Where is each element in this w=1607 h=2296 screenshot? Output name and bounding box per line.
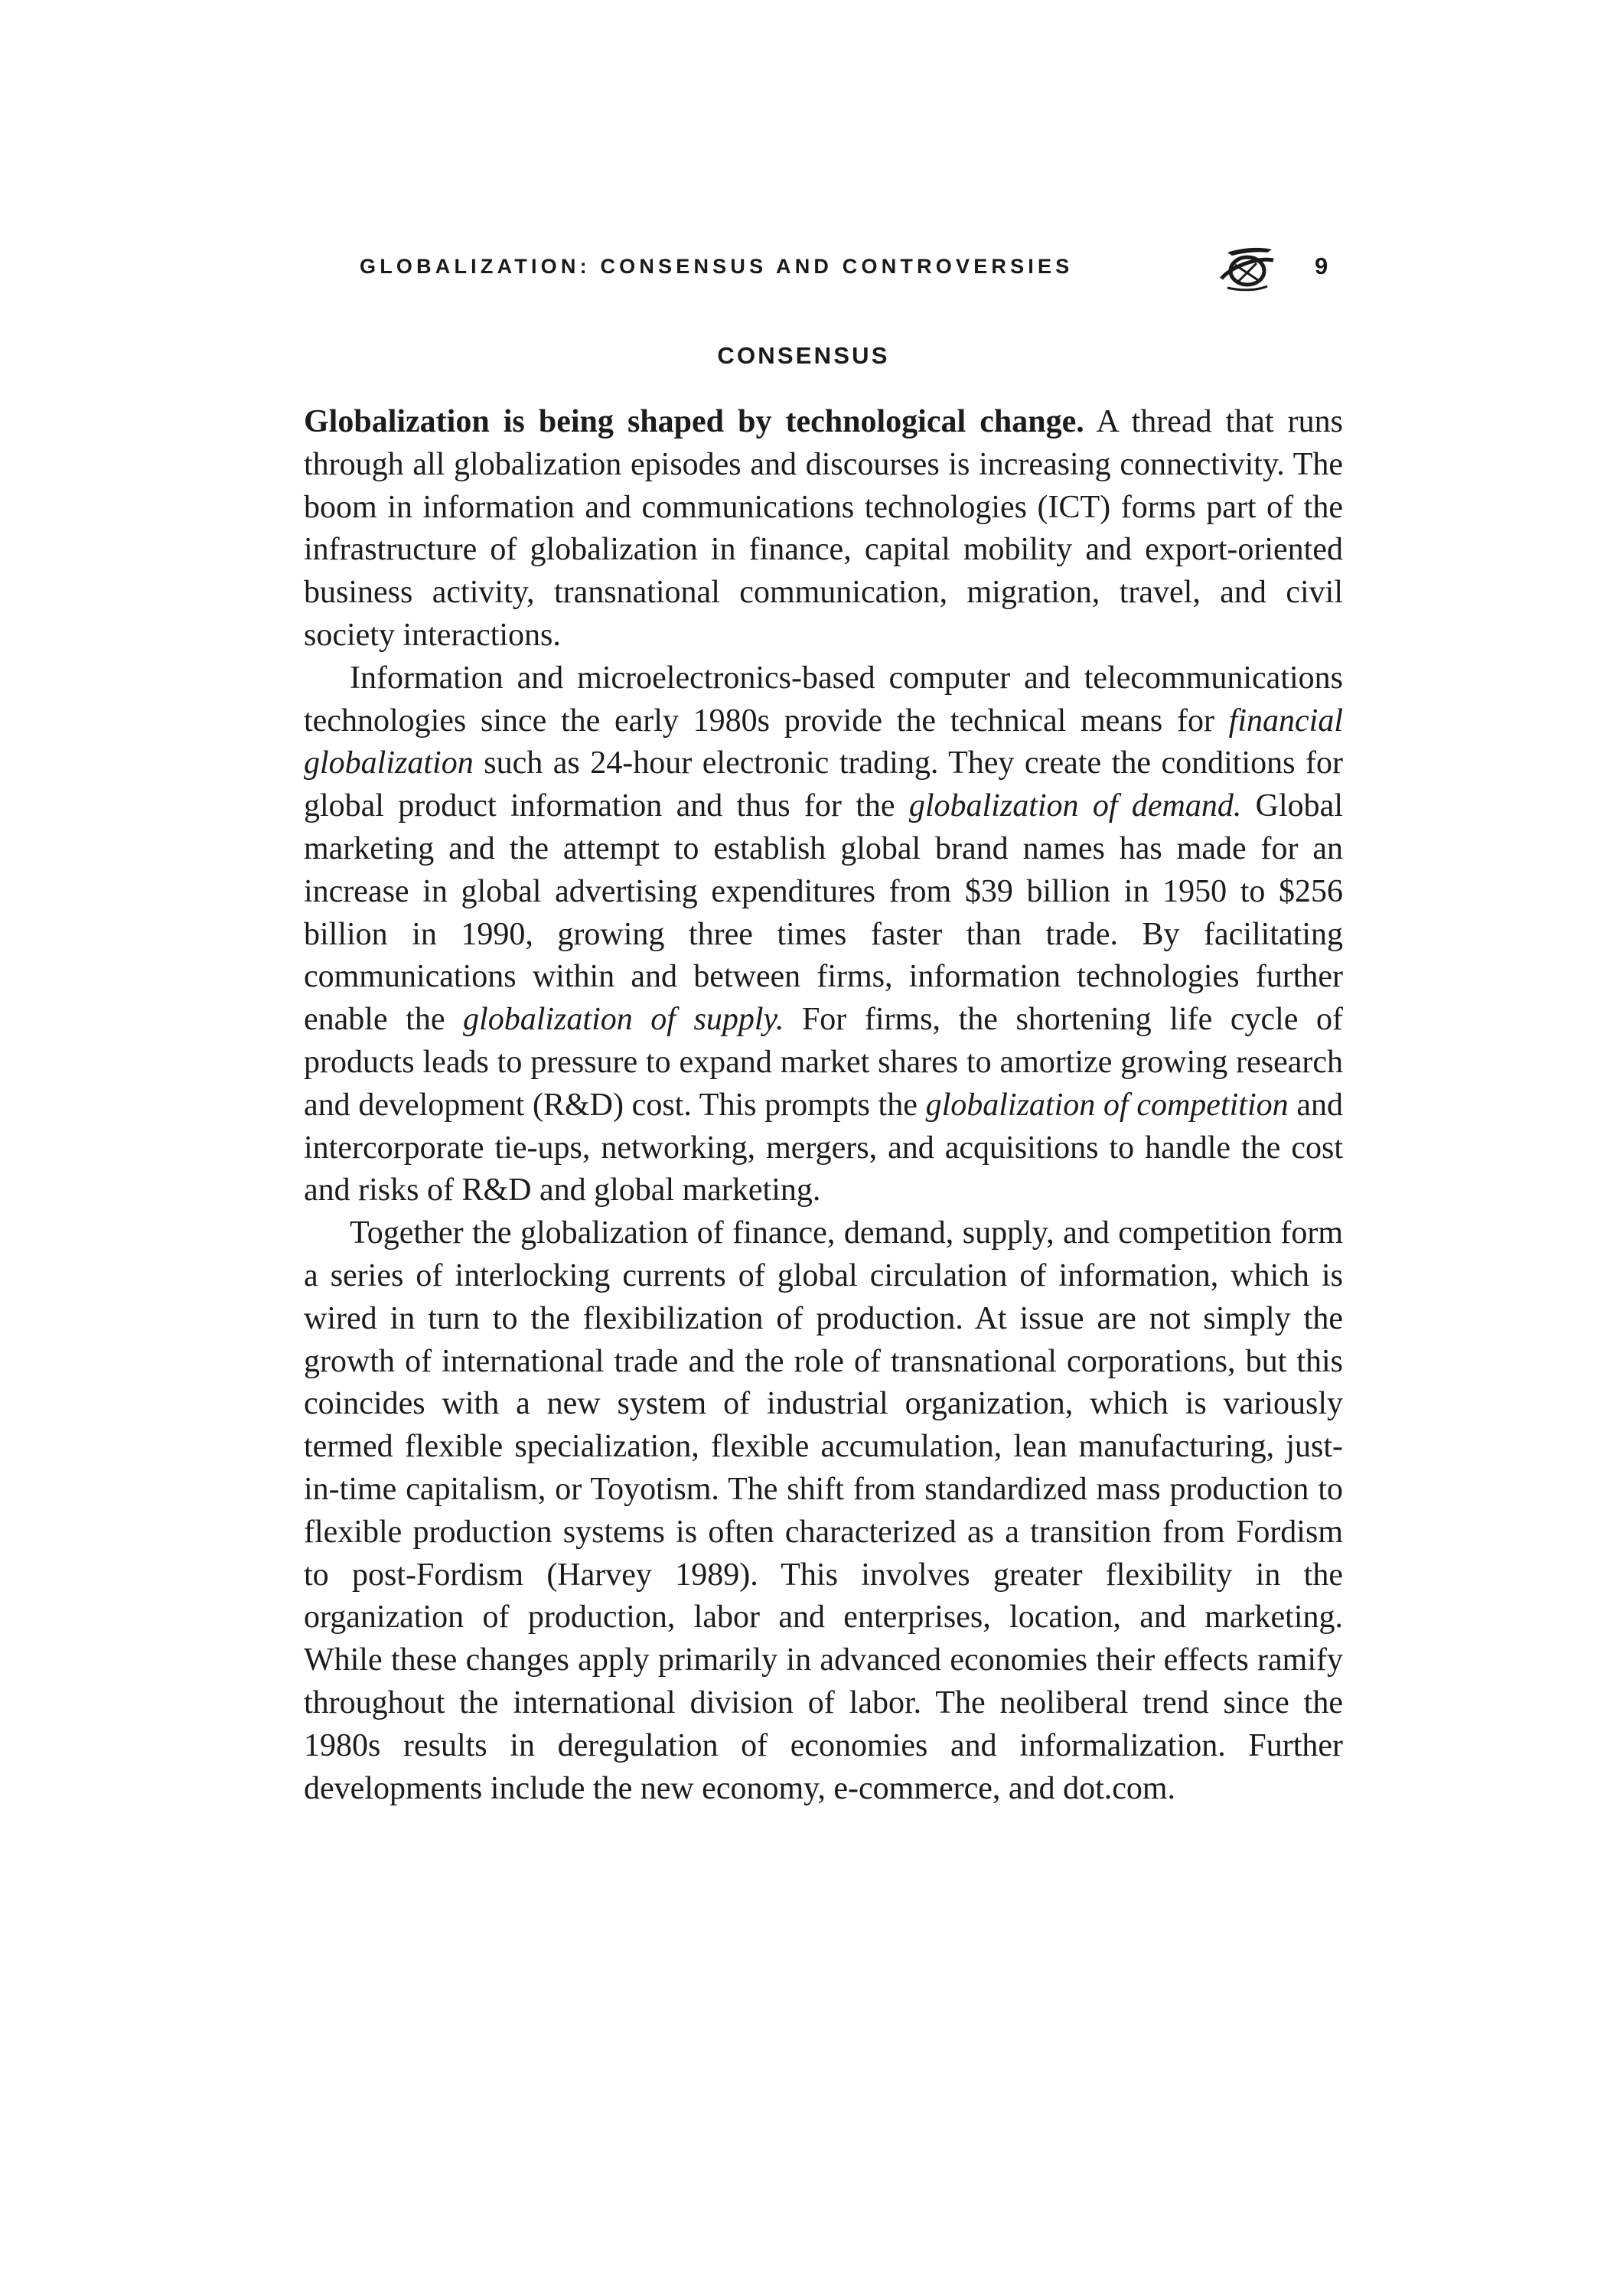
paragraph-2 (304, 657, 1343, 1212)
paragraph-text: A thread that runs through all globalization episodes and discourses is increasing connectivity. The boom in information and communications technologies (ICT) forms part of the infrastructure of globalization in finance, capital mobility and export-oriented business activity, transnational communication, migration, travel, and civil society interactions. (304, 404, 1343, 653)
italic-term: globalization of demand. (908, 788, 1242, 824)
paragraph-1 (304, 401, 1343, 657)
lead-sentence: Globalization is being shaped by technological change. (304, 404, 1084, 439)
paragraph-3 (304, 1212, 1343, 1810)
section-heading: CONSENSUS (717, 342, 890, 369)
paragraph-text: Global marketing and the attempt to establish global brand names has made for an increase in global advertising expenditures from $39 billion in 1950 to $256 billion in 1990, growing three times faster than trade. By facilitating communications within and between firms, information technologies further enable the (304, 788, 1343, 1038)
italic-term: globalization of competition (925, 1087, 1289, 1123)
paragraph-text: such as 24-hour electronic trading. They create the conditions for global product information and thus for the (304, 745, 1343, 824)
italic-term: globalization of supply. (463, 1002, 784, 1038)
orbit-globe-icon (1217, 243, 1278, 294)
paragraph-text: Together the globalization of finance, demand, supply, and competition form a series of interlocking currents of global circulation of information, which is wired in turn to the flexibilization of production. At issue are not simply the growth of international trade and the role of transnational corporations, but this coincides with a new system of industrial organization, which is variously termed flexible specialization, flexible accumulation, lean manufacturing, just-in-time capitalism, or Toyotism. The shift from standardized mass production to flexible production systems is often characterized as a transition from Fordism to post-Fordism (Harvey 1989). This involves greater flexibility in the organization of production, labor and enterprises, location, and marketing. While these changes apply primarily in advanced economies their effects ramify throughout the international division of labor. The neoliberal trend since the 1980s results in deregulation of economies and informalization. Further developments include the new economy, e-commerce, and dot.com. (304, 1215, 1343, 1806)
page-number: 9 (1315, 253, 1328, 279)
italic-term: financial globalization (304, 703, 1343, 781)
paragraph-text: and intercorporate tie-ups, networking, mergers, and acquisitions to handle the cost and risks of R&D and global marketing. (304, 1087, 1343, 1208)
paragraph-text: Information and microelectronics-based computer and telecommunications technologies since the early 1980s provide the technical means for (304, 660, 1343, 739)
body-text (304, 401, 1343, 1810)
running-head: GLOBALIZATION: CONSENSUS AND CONTROVERSIES (360, 255, 1074, 278)
paragraph-text: For firms, the shortening life cycle of products leads to pressure to expand market shares to amortize growing research and development (R&D) cost. This prompts the (304, 1002, 1343, 1123)
